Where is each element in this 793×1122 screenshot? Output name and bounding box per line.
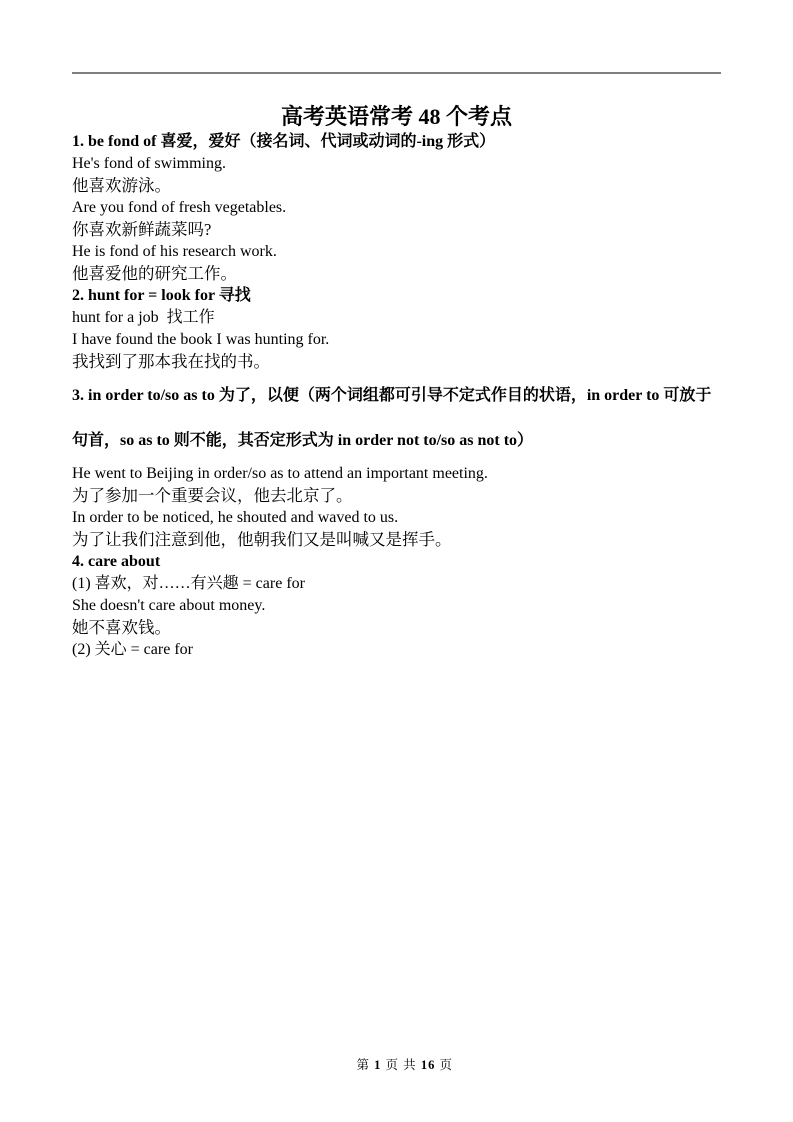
example-sentence-en: He is fond of his research work. bbox=[72, 243, 277, 260]
example-sentence-en: I have found the book I was hunting for. bbox=[72, 331, 330, 348]
section-2-hunt-for bbox=[72, 285, 721, 373]
section-3-in-order-to bbox=[72, 373, 721, 551]
section-heading: 1. be fond of 喜爱，爱好（接名词、代词或动词的-ing 形式） bbox=[72, 133, 496, 150]
page-title: 高考英语常考 48 个考点 bbox=[280, 104, 512, 129]
section-1-be-fond-of bbox=[72, 131, 721, 285]
example-translation-zh: 我找到了那本我在找的书。 bbox=[72, 352, 270, 371]
header-rule bbox=[72, 72, 721, 74]
subpoint-line: (2) 关心 = care for bbox=[72, 641, 193, 658]
example-sentence-en: In order to be noticed, he shouted and waved to us. bbox=[72, 509, 399, 526]
example-sentence-en: He's fond of swimming. bbox=[72, 155, 226, 172]
example-sentence-en: She doesn't care about money. bbox=[72, 597, 266, 614]
example-translation-zh: 她不喜欢钱。 bbox=[72, 618, 171, 637]
phrase-line: hunt for a job 找工作 bbox=[72, 309, 215, 326]
footer-page-number: 1 bbox=[374, 1058, 382, 1072]
subpoint-line: (1) 喜欢，对……有兴趣 = care for bbox=[72, 575, 305, 592]
footer-label-prefix: 第 bbox=[356, 1058, 375, 1072]
document-content bbox=[72, 72, 721, 661]
example-sentence-en: Are you fond of fresh vegetables. bbox=[72, 199, 287, 216]
example-translation-zh: 他喜爱他的研究工作。 bbox=[72, 264, 237, 283]
section-4-care-about bbox=[72, 551, 721, 661]
section-heading: 4. care about bbox=[72, 553, 161, 570]
footer-label-suffix: 页 bbox=[435, 1058, 453, 1072]
example-translation-zh: 为了参加一个重要会议，他去北京了。 bbox=[72, 486, 353, 505]
example-sentence-en: He went to Beijing in order/so as to attend an important meeting. bbox=[72, 465, 488, 482]
section-heading: 2. hunt for = look for 寻找 bbox=[72, 287, 251, 304]
example-translation-zh: 为了让我们注意到他，他朝我们又是叫喊又是挥手。 bbox=[72, 530, 452, 549]
footer-label-middle: 页 共 bbox=[381, 1058, 421, 1072]
section-heading: 3. in order to/so as to 为了，以便（两个词组都可引导不定式作目的状语，in order to 可放于句首，so as to 则不能，其否定形式为 in order not to/so as not to） bbox=[72, 387, 712, 449]
example-translation-zh: 他喜欢游泳。 bbox=[72, 176, 171, 195]
page-footer bbox=[0, 1041, 793, 1089]
example-translation-zh: 你喜欢新鲜蔬菜吗? bbox=[72, 220, 212, 239]
footer-page-total: 16 bbox=[420, 1058, 436, 1072]
